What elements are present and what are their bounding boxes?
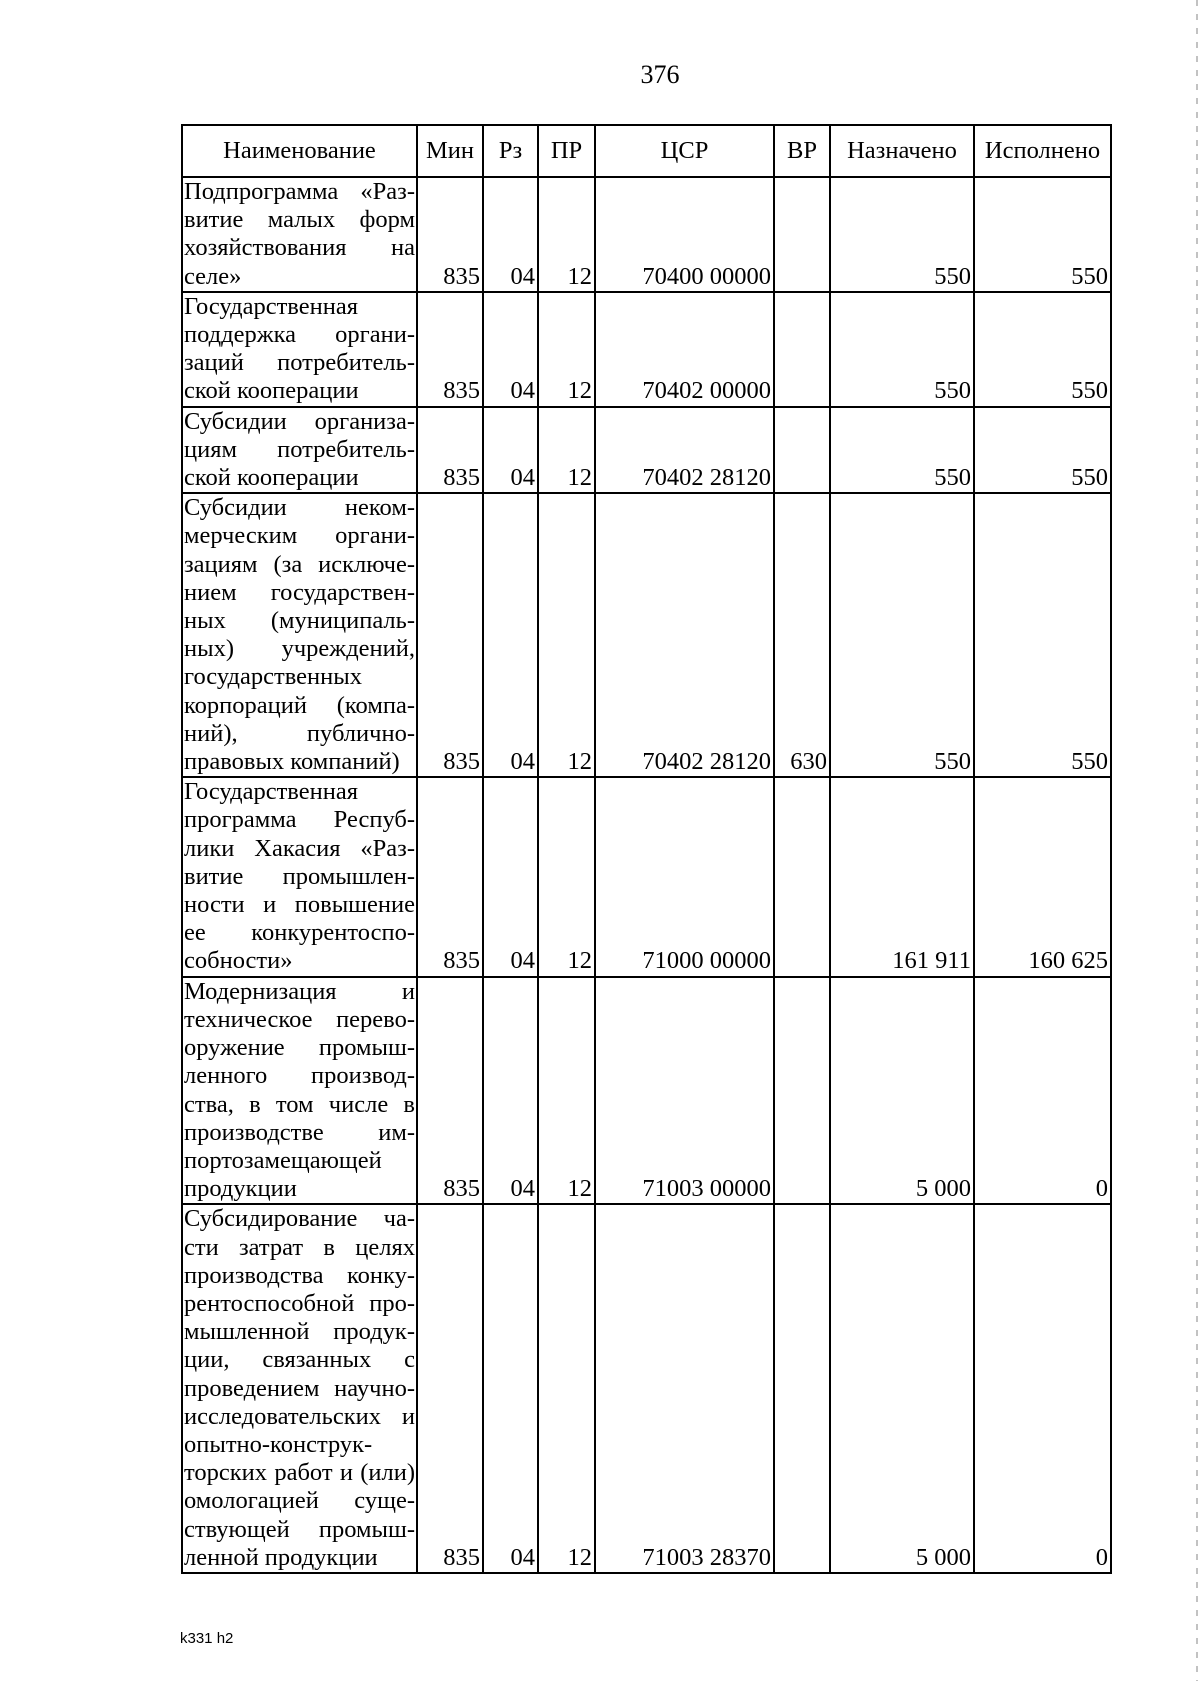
vr-cell: [774, 177, 830, 292]
table-row: [182, 493, 1111, 777]
vr-cell: 630: [774, 493, 830, 777]
name-cell: [182, 177, 417, 292]
name-line: ской кооперации: [184, 464, 359, 492]
footer-code: k331 h2: [180, 1630, 234, 1647]
name-line: портозамещающей: [184, 1146, 382, 1174]
table-row: [182, 292, 1111, 407]
rz-cell: 04: [483, 292, 538, 407]
name-line: Модернизация и: [184, 977, 415, 1005]
name-line: ных (муниципаль-: [184, 607, 415, 635]
executed-cell: 0: [974, 1204, 1111, 1573]
page-number: 376: [640, 60, 680, 89]
name-line: Подпрограмма «Раз-: [184, 178, 415, 205]
vr-cell: [774, 292, 830, 407]
executed-cell: 550: [974, 407, 1111, 494]
name-cell: [182, 977, 417, 1205]
name-line: оружение промыш-: [184, 1034, 415, 1062]
name-cell: [182, 493, 417, 777]
name-line: продукции: [184, 1175, 297, 1203]
rz-cell: 04: [483, 777, 538, 976]
assigned-cell: 550: [830, 493, 974, 777]
table-row: [182, 177, 1111, 292]
csr-cell: 70402 00000: [595, 292, 774, 407]
csr-cell: 70402 28120: [595, 407, 774, 494]
executed-cell: 160 625: [974, 777, 1111, 976]
vr-cell: [774, 777, 830, 976]
name-line: поддержка органи-: [184, 321, 415, 349]
header-csr: ЦСР: [595, 125, 774, 177]
name-cell: [182, 777, 417, 976]
executed-cell: 550: [974, 493, 1111, 777]
csr-cell: 71000 00000: [595, 777, 774, 976]
min-cell: 835: [417, 493, 483, 777]
pr-cell: 12: [538, 777, 595, 976]
name-line: ний), публично-: [184, 719, 415, 747]
header-pr: ПР: [538, 125, 595, 177]
name-line: производства конку-: [184, 1261, 415, 1289]
name-line: хозяйствования на: [184, 234, 415, 262]
assigned-cell: 5 000: [830, 977, 974, 1205]
name-line: государственных: [184, 663, 362, 691]
name-line: Государственная: [184, 778, 358, 806]
rz-cell: 04: [483, 1204, 538, 1573]
header-assigned: Назначено: [830, 125, 974, 177]
name-line: ленного производ-: [184, 1062, 415, 1090]
assigned-cell: 161 911: [830, 777, 974, 976]
min-cell: 835: [417, 977, 483, 1205]
header-name: Наименование: [182, 125, 417, 177]
vr-cell: [774, 407, 830, 494]
vr-cell: [774, 977, 830, 1205]
executed-cell: 0: [974, 977, 1111, 1205]
name-line: программа Респуб-: [184, 806, 415, 834]
executed-cell: 550: [974, 177, 1111, 292]
table-row: [182, 977, 1111, 1205]
pr-cell: 12: [538, 977, 595, 1205]
name-line: Государственная: [184, 292, 358, 320]
header-min: Мин: [417, 125, 483, 177]
name-line: ности и повышение: [184, 891, 415, 919]
name-line: заций потребитель-: [184, 349, 415, 377]
name-line: ции, связанных с: [184, 1346, 415, 1374]
assigned-cell: 550: [830, 407, 974, 494]
pr-cell: 12: [538, 1204, 595, 1573]
header-vr: ВР: [774, 125, 830, 177]
name-line: циям потребитель-: [184, 435, 415, 463]
name-cell: [182, 1204, 417, 1573]
name-line: корпораций (компа-: [184, 691, 415, 719]
name-line: проведением научно-: [184, 1374, 415, 1402]
min-cell: 835: [417, 177, 483, 292]
name-line: зациям (за исключе-: [184, 550, 415, 578]
assigned-cell: 550: [830, 292, 974, 407]
name-line: ствующей промыш-: [184, 1515, 415, 1543]
name-line: ее конкурентоспо-: [184, 919, 415, 947]
executed-cell: 550: [974, 292, 1111, 407]
pr-cell: 12: [538, 177, 595, 292]
name-line: омологацией суще-: [184, 1487, 415, 1515]
name-line: рентоспособной про-: [184, 1289, 415, 1317]
name-cell: [182, 407, 417, 494]
csr-cell: 70402 28120: [595, 493, 774, 777]
name-line: селе»: [184, 262, 242, 290]
header-rz: Рз: [483, 125, 538, 177]
scan-edge-artifact: [1196, 0, 1198, 1681]
name-line: производстве им-: [184, 1118, 415, 1146]
csr-cell: 71003 00000: [595, 977, 774, 1205]
rz-cell: 04: [483, 177, 538, 292]
name-line: мерческим органи-: [184, 522, 415, 550]
table-row: [182, 777, 1111, 976]
table-header-row: [182, 125, 1111, 177]
name-cell: [182, 292, 417, 407]
name-line: мышленной продук-: [184, 1318, 415, 1346]
table-body: [182, 177, 1111, 1573]
csr-cell: 70400 00000: [595, 177, 774, 292]
name-line: Субсидирование ча-: [184, 1205, 415, 1233]
name-line: сти затрат в целях: [184, 1233, 415, 1261]
table-row: [182, 407, 1111, 494]
assigned-cell: 550: [830, 177, 974, 292]
assigned-cell: 5 000: [830, 1204, 974, 1573]
header-executed: Исполнено: [974, 125, 1111, 177]
pr-cell: 12: [538, 493, 595, 777]
budget-table: [181, 124, 1112, 1574]
name-line: ства, в том числе в: [184, 1090, 415, 1118]
min-cell: 835: [417, 1204, 483, 1573]
csr-cell: 71003 28370: [595, 1204, 774, 1573]
name-line: витие промышлен-: [184, 862, 415, 890]
name-line: ской кооперации: [184, 377, 359, 405]
name-line: исследовательских и: [184, 1402, 415, 1430]
name-line: торских работ и (или): [184, 1459, 415, 1487]
name-line: нием государствен-: [184, 578, 415, 606]
min-cell: 835: [417, 777, 483, 976]
rz-cell: 04: [483, 977, 538, 1205]
name-line: ленной продукции: [184, 1543, 378, 1571]
name-line: правовых компаний): [184, 748, 400, 776]
vr-cell: [774, 1204, 830, 1573]
rz-cell: 04: [483, 407, 538, 494]
name-line: ных) учреждений,: [184, 635, 415, 663]
name-line: опытно-конструк-: [184, 1430, 373, 1458]
name-line: Субсидии неком-: [184, 494, 415, 522]
table-row: [182, 1204, 1111, 1573]
name-line: техническое перево-: [184, 1005, 415, 1033]
name-line: Субсидии организа-: [184, 407, 415, 435]
pr-cell: 12: [538, 292, 595, 407]
rz-cell: 04: [483, 493, 538, 777]
name-line: лики Хакасия «Раз-: [184, 834, 415, 862]
pr-cell: 12: [538, 407, 595, 494]
name-line: витие малых форм: [184, 206, 415, 234]
min-cell: 835: [417, 407, 483, 494]
min-cell: 835: [417, 292, 483, 407]
name-line: собности»: [184, 947, 293, 975]
